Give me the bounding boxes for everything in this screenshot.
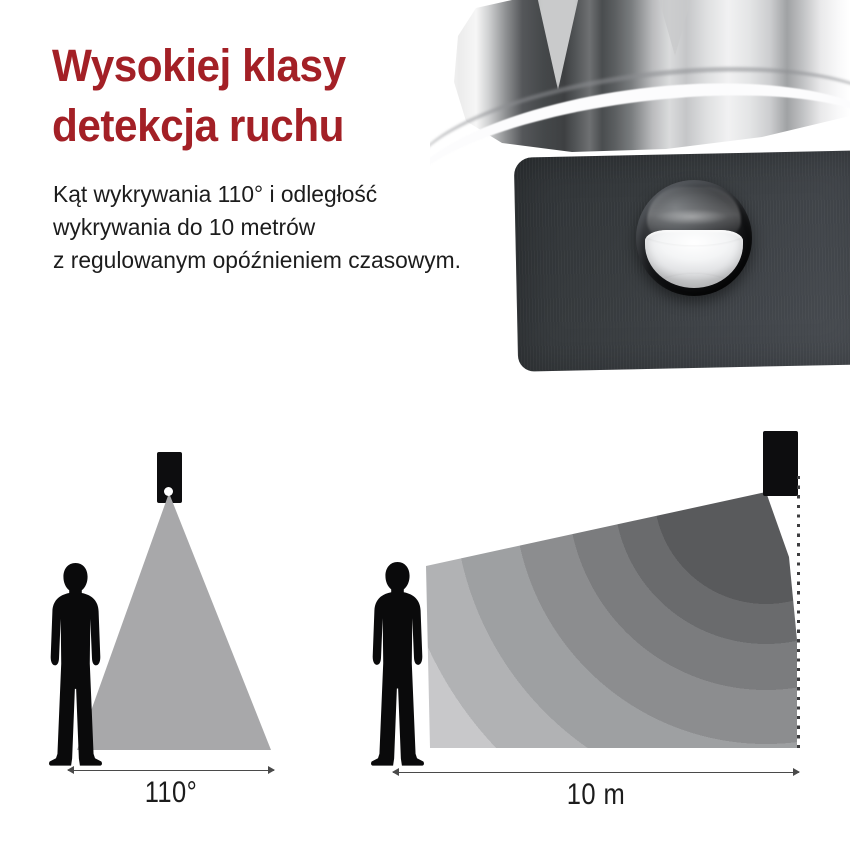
sensor-origin-dot bbox=[164, 487, 173, 496]
title-line-2: detekcja ruchu bbox=[52, 100, 344, 151]
description-text bbox=[53, 178, 519, 277]
angle-label: 110° bbox=[144, 776, 198, 809]
glass-reflection-notch bbox=[533, 0, 583, 90]
description-line-1: Kąt wykrywania 110° i odległość bbox=[53, 181, 378, 207]
title-line-1: Wysokiej klasy bbox=[52, 40, 346, 91]
mounting-height-dotted-line bbox=[797, 476, 800, 748]
person-silhouette-left bbox=[49, 563, 102, 766]
description-line-2: wykrywania do 10 metrów bbox=[53, 214, 316, 240]
glass-reflection-notch bbox=[654, 0, 696, 56]
range-label: 10 m bbox=[566, 778, 626, 811]
description-line-3: z regulowanym opóźnieniem czasowym. bbox=[53, 247, 461, 273]
page-title bbox=[52, 36, 522, 156]
range-dimension-arrow bbox=[393, 772, 799, 773]
pir-sensor bbox=[636, 180, 752, 296]
wall-sensor-box bbox=[763, 431, 798, 496]
person-silhouette-right bbox=[371, 562, 424, 766]
detection-cone bbox=[77, 493, 271, 750]
angle-dimension-arrow bbox=[68, 770, 274, 771]
pir-dome-lens bbox=[645, 230, 743, 288]
